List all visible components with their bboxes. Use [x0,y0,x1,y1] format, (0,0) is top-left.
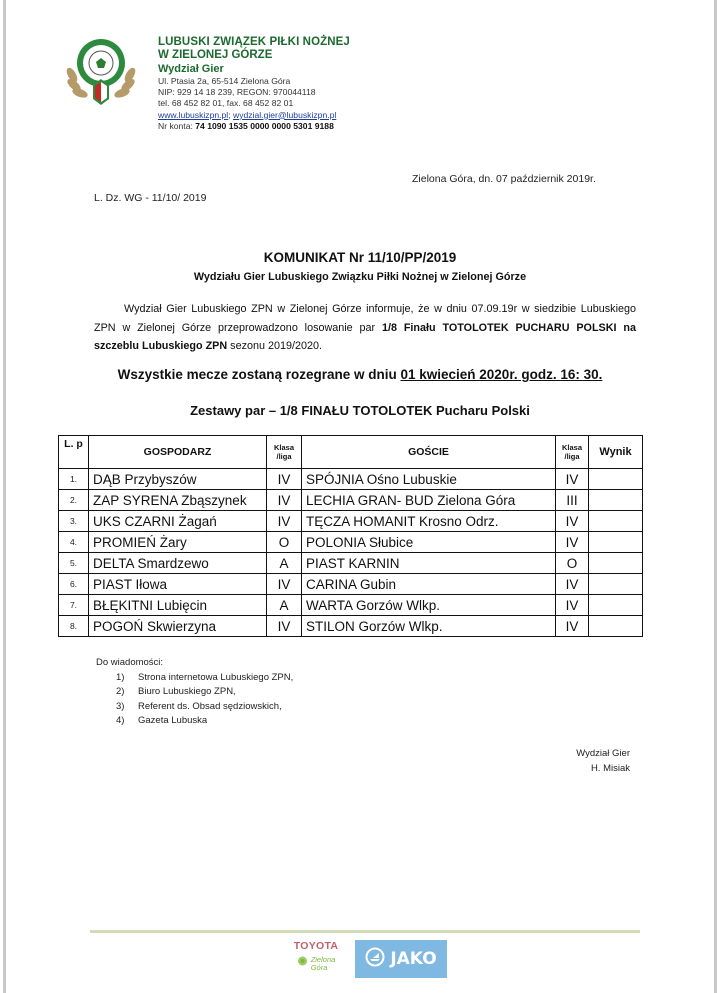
football-crest-logo-icon [62,35,140,107]
organization-header [158,36,350,132]
header-away-class [556,436,589,469]
jako-boat-icon [365,947,385,972]
match-date-announcement [6,367,714,382]
home-team: DĄB Przybyszów [89,469,267,490]
header-lp: L. p [59,436,89,469]
away-team-class: IV [556,511,589,532]
date-line: Zielona Góra, dn. 07 październik 2019r. [412,173,596,185]
signature-name: H. Misiak [590,763,630,774]
pairs-table [58,435,643,637]
away-team: PIAST KARNIN [302,553,556,574]
distribution-item-text: Gazeta Lubuska [138,715,208,726]
row-number: 2. [59,490,89,511]
gora-text: Góra [310,962,328,972]
away-team: SPÓJNIA Ośno Lubuskie [302,469,556,490]
distribution-item-text: Biuro Lubuskiego ZPN, [138,686,236,697]
email-link[interactable]: wydzial.gier@lubuskizpn.pl [233,109,337,120]
account-number: 74 1090 1535 0000 0000 5301 9188 [195,120,334,131]
row-number: 4. [59,532,89,553]
table-row [59,532,643,553]
home-team-class: A [267,595,302,616]
home-team-class: IV [267,511,302,532]
distribution-item-number: 1) [116,671,125,683]
header-away-class-line1: Klasa [561,443,582,452]
row-number: 8. [59,616,89,637]
nip-regon: NIP: 929 14 18 239, REGON: 970044118 [158,87,316,98]
away-team: TĘCZA HOMANIT Krosno Odrz. [302,511,556,532]
org-name-line1: LUBUSKI ZWIĄZEK PIŁKI NOŻNEJ [158,36,350,48]
distribution-item [96,671,293,686]
home-team: POGOŃ Skwierzyna [89,616,267,637]
away-team: POLONIA Słubice [302,532,556,553]
announcement-date: 01 kwiecień 2020r. godz. 16: 30. [400,367,603,382]
row-number: 1. [59,469,89,490]
reference-number: L. Dz. WG - 11/10/ 2019 [94,192,207,204]
zielona-text: Zielona [310,954,336,964]
row-number: 5. [59,553,89,574]
result-cell [589,532,643,553]
away-team: STILON Gorzów Wlkp. [302,616,556,637]
away-team-class: O [556,553,589,574]
account-label: Nr konta: [158,120,193,131]
away-team-class: III [556,490,589,511]
distribution-item-number: 2) [116,686,125,697]
home-team: ZAP SYRENA Zbąszynek [89,490,267,511]
result-cell [589,511,643,532]
home-team-class: IV [267,616,302,637]
table-row [59,574,643,595]
distribution-item-text: Referent ds. Obsad sędziowskich, [138,700,282,712]
distribution-item-text: Strona internetowa Lubuskiego ZPN, [138,671,294,683]
table-row [59,490,643,511]
bank-account [158,121,350,132]
home-team: BŁĘKITNI Lubięcin [89,595,267,616]
table-title: Zestawy par – 1/8 FINAŁU TOTOLOTEK Pucharu Polski [190,403,530,418]
distribution-item [96,714,293,729]
table-row [59,511,643,532]
home-team: PROMIEŃ Żary [89,532,267,553]
result-cell [589,595,643,616]
sponsor-toyota-zielona-gora [287,940,345,982]
table-row [59,469,643,490]
home-team: PIAST Iłowa [89,574,267,595]
row-number: 7. [59,595,89,616]
result-cell [589,616,643,637]
home-team-class: IV [267,469,302,490]
paragraph-text-2: sezonu 2019/2020. [227,340,323,352]
intro-paragraph [94,300,636,356]
away-team-class: IV [556,616,589,637]
away-team-class: IV [556,595,589,616]
table-header-row [59,436,643,469]
address: Ul. Ptasia 2a, 65-514 Zielona Góra [158,76,291,86]
distribution-item-number: 3) [116,700,125,712]
home-team-class: O [267,532,302,553]
result-cell [589,574,643,595]
jako-logo-text: JAKO [390,949,437,969]
distribution-list [96,656,293,729]
result-cell [589,553,643,574]
away-team: LECHIA GRAN- BUD Zielona Góra [302,490,556,511]
home-team: DELTA Smardzewo [89,553,267,574]
home-team: UKS CZARNI Żagań [89,511,267,532]
phone-fax: tel. 68 452 82 01, fax. 68 452 82 01 [158,98,294,109]
header-home-class-line1: Klasa [273,443,294,452]
org-name-line2: W ZIELONEJ GÓRZE [158,49,273,61]
home-team-class: A [267,553,302,574]
table-row [59,595,643,616]
distribution-item [96,700,293,715]
link-separator: ; [228,109,231,120]
table-row [59,553,643,574]
distribution-item [96,685,293,700]
away-team-class: IV [556,469,589,490]
away-team-class: IV [556,532,589,553]
paragraph-text-1: Wydział Gier Lubuskiego ZPN w Zielonej Górze informuje, że w dniu 07.09.19r w siedzibie Lubuskiego ZPN w Zielonej Górze przeprowadzono losowanie par [94,303,636,334]
department-name: Wydział Gier [158,63,224,75]
document-page [6,0,714,993]
result-cell [589,490,643,511]
header-home-class-line2: /liga [276,452,292,461]
page-edge-right [714,0,717,993]
signature-department: Wydział Gier [576,748,630,759]
paragraph-bold: 1/8 Finału TOTOLOTEK PUCHARU POLSKI na szczeblu Lubuskiego ZPN [94,321,636,352]
distribution-label: Do wiadomości: [96,657,164,668]
away-team: CARINA Gubin [302,574,556,595]
distribution-item-number: 4) [116,715,125,726]
home-team-class: IV [267,574,302,595]
announcement-prefix: Wszystkie mecze zostaną rozegrane w dniu [117,367,401,382]
document-subtitle: Wydziału Gier Lubuskiego Związku Piłki Nożnej w Zielonej Górze [193,271,527,283]
row-number: 3. [59,511,89,532]
home-team-class: IV [267,490,302,511]
contact-links [158,110,350,121]
table-row [59,616,643,637]
away-team-class: IV [556,574,589,595]
zielona-gora-sun-icon [297,954,308,973]
toyota-logo-text: TOYOTA [293,940,339,952]
row-number: 6. [59,574,89,595]
sponsor-jako [355,940,447,978]
header-home-class [267,436,302,469]
signature-block [576,746,630,776]
header-home: GOSPODARZ [89,436,267,469]
header-result: Wynik [589,436,643,469]
footer-divider [90,930,640,933]
website-link[interactable]: www.lubuskizpn.pl [158,109,229,120]
result-cell [589,469,643,490]
away-team: WARTA Gorzów Wlkp. [302,595,556,616]
header-away-class-line2: /liga [564,452,580,461]
header-away: GOŚCIE [302,436,556,469]
document-title: KOMUNIKAT Nr 11/10/PP/2019 [263,250,457,265]
